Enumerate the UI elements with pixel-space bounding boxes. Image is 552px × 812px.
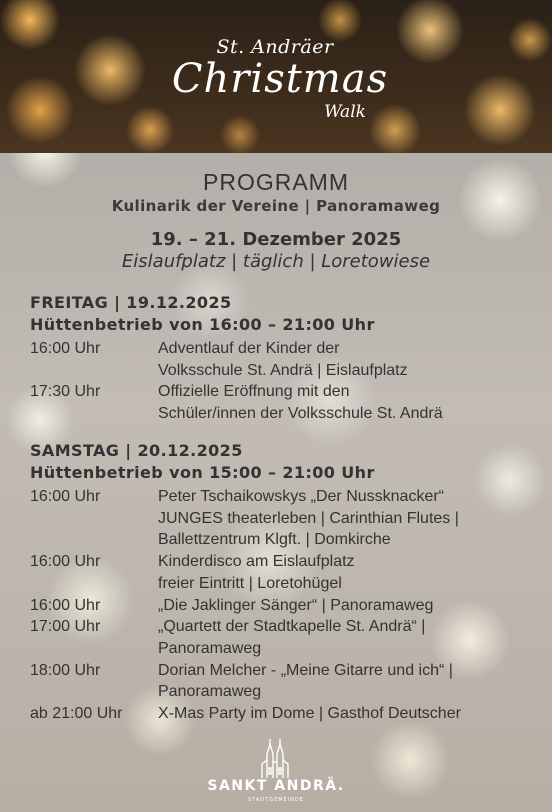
event-time: 17:30 Uhr: [30, 383, 101, 401]
event-description: „Die Jaklinger Sänger“ | Panoramaweg: [158, 596, 434, 614]
schedule-item: [30, 616, 530, 659]
day-heading: SAMSTAG | 20.12.2025: [30, 441, 243, 460]
event-description: „Quartett der Stadtkapelle St. Andrä“ | Panoramaweg: [158, 618, 426, 657]
schedule-item: [30, 660, 530, 703]
schedule-item: [30, 338, 530, 381]
church-icon: [258, 738, 292, 778]
christmas-walk-logo: [160, 28, 400, 128]
day-saturday: [30, 440, 530, 725]
event-time: ab 21:00 Uhr: [30, 705, 123, 723]
event-time: 18:00 Uhr: [30, 661, 101, 679]
schedule-item: [30, 595, 530, 617]
brand-subtitle: STADTGEMEINDE: [248, 797, 304, 803]
event-description: Dorian Melcher - „Meine Gitarre und ich“ | Panoramaweg: [158, 661, 453, 701]
event-time: 16:00 Uhr: [30, 553, 101, 571]
schedule-item: [30, 703, 530, 725]
event-description: Offizielle Eröffnung mit den Schüler/innen der Volksschule St. Andrä: [158, 383, 443, 423]
event-time: 16:00 Uhr: [30, 340, 101, 357]
day-hours: Hüttenbetrieb von 16:00 – 21:00 Uhr: [30, 315, 375, 334]
logo-line-walk: Walk: [324, 102, 366, 122]
logo-line-st-andraeer: St. Andräer: [216, 36, 334, 58]
header-bokeh-banner: [0, 0, 552, 153]
brand-name: SANKT ANDRÄ.: [207, 778, 345, 794]
event-time: 16:00 Uhr: [30, 488, 101, 505]
schedule-item: [30, 381, 530, 424]
event-description: Kinderdisco am Eislaufplatz freier Eintritt | Loretohügel: [158, 553, 355, 592]
schedule-item: [30, 551, 530, 594]
event-dates: 19. – 21. Dezember 2025: [150, 229, 402, 250]
day-friday: [30, 292, 530, 425]
event-description: Adventlauf der Kinder der Volksschule St. Andrä | Eislaufplatz: [158, 340, 408, 379]
event-description: X-Mas Party im Dome | Gasthof Deutscher: [158, 705, 461, 723]
event-time: 16:00 Uhr: [30, 596, 101, 614]
sankt-andrae-logo: [196, 736, 356, 806]
program-header: [0, 168, 552, 273]
program-subtitle: Kulinarik der Vereine | Panoramaweg: [111, 197, 441, 215]
schedule-item: [30, 486, 530, 551]
day-heading: FREITAG | 19.12.2025: [30, 293, 232, 312]
event-time: 17:00 Uhr: [30, 618, 101, 636]
day-hours: Hüttenbetrieb von 15:00 – 21:00 Uhr: [30, 463, 375, 482]
event-description: Peter Tschaikowskys „Der Nussknacker“ JUNGES theaterleben | Carinthian Flutes | Ballettzentrum Klgft. | Domkirche: [158, 488, 459, 549]
logo-line-christmas: Christmas: [171, 56, 389, 102]
event-venues: Eislaufplatz | täglich | Loretowiese: [121, 251, 431, 272]
program-title: PROGRAMM: [203, 169, 349, 195]
